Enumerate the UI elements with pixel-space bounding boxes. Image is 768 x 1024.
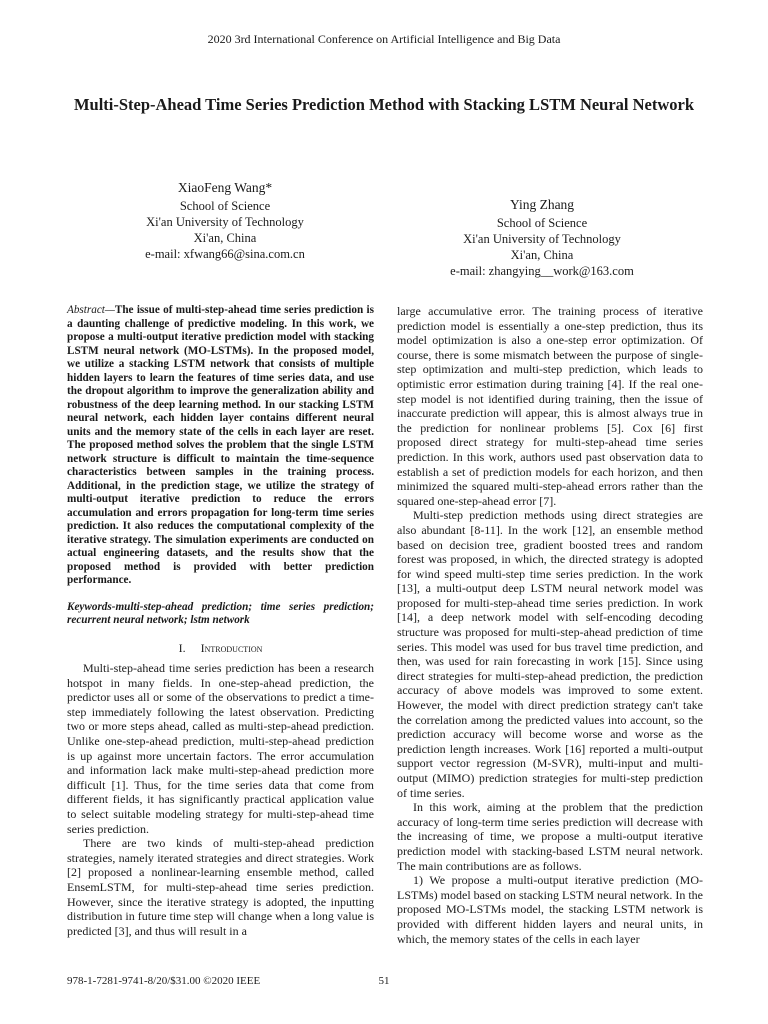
paragraph: Multi-step prediction methods using direct strategies are also abundant [8-11]. In the work [12], an ensemble method based on decision tree, gradient boosted trees and random forest was proposed, in which, the directed strategy is adopted for wind speed multi-step time series prediction. In the work [13], a multi-output deep LSTM neural network model was proposed for multi-step-ahead time series prediction. In work [14], a deep network model with self-encoding decoding structure was proposed for multi-step-ahead prediction of time series. This model was used for bus travel time prediction, and then, was used for rain forecasting in work [15]. Since using direct strategies for multi-step-ahead prediction, the prediction accuracy of above models was improved to some extent. However, the model with direct prediction strategy can't take the correlation among the predicted values into account, so the prediction accuracy will become worse and worse as the prediction length increases. Work [16] reported a multi-output support vector regression (M-SVR), multi-input and multi-output (MIMO) prediction strategies for multi-step prediction of time series. — [397, 508, 703, 800]
left-column — [67, 304, 374, 938]
author-university: Xi'an University of Technology — [463, 232, 621, 246]
paragraph: In this work, aiming at the problem that the prediction accuracy of long-term time series prediction will decrease with the increasing of time, we propose a multi-output iterative prediction model with stacking-based LSTM neural network. The main contributions are as follows. — [397, 800, 703, 873]
author-name: XiaoFeng Wang* — [177, 180, 273, 195]
author-block-1 — [95, 180, 355, 262]
page-number: 51 — [378, 975, 390, 987]
author-email: e-mail: zhangying__work@163.com — [450, 264, 634, 278]
abstract-text: The issue of multi-step-ahead time series prediction is a daunting challenge of predictive modeling. In this work, we propose a multi-output iterative prediction model with stacking LSTM neural network (MO-LSTMs). In the proposed model, we utilize a stacking LSTM network that consists of multiple hidden layers to learn the features of time series data, and use the dropout algorithm to improve the generalization ability and robustness of the deep learning method. In our stacking LSTM neural network, each hidden layer contains different neural units and the memory state of the cells in each layer are reset. The proposed method solves the problem that the single LSTM network structure is difficult to maintain the time-sequence characteristics between samples in the training process. Additional, in the prediction stage, we utilize the strategy of multi-output iterative prediction to reduce the errors accumulation and errors propagation for long-term time series prediction. It also reduces the computational complexity of the iterative strategy. The simulation experiments are conducted on actual engineering datasets, and the results show that the proposed method is provided with better prediction performance. — [67, 304, 374, 586]
conference-header: 2020 3rd International Conference on Artificial Intelligence and Big Data — [207, 32, 561, 46]
section-number: I. — [178, 640, 186, 655]
abstract — [67, 304, 374, 588]
section-heading — [67, 641, 374, 656]
author-university: Xi'an University of Technology — [146, 215, 304, 229]
author-location: Xi'an, China — [193, 231, 257, 245]
abstract-lead: Abstract— — [67, 304, 115, 316]
paper-title: Multi-Step-Ahead Time Series Prediction Method with Stacking LSTM Neural Network — [73, 95, 695, 114]
author-dept: School of Science — [179, 199, 271, 213]
author-email: e-mail: xfwang66@sina.com.cn — [145, 247, 305, 261]
author-block-2 — [412, 197, 672, 279]
right-column — [397, 304, 703, 946]
paragraph: Multi-step-ahead time series prediction has been a research hotspot in many fields. In one-step-ahead prediction, the predictor uses all or some of the observations to predict a time-step immediately following the latest observation. Predicting two or more steps ahead, called as multi-step-ahead prediction. Unlike one-step-ahead prediction, multi-step-ahead prediction is up against more uncertain factors. The error accumulation and information lack make multi-step-ahead prediction more difficult [1]. Thus, for the time series data that come from different fields, it has significantly practical application value to select suitable modeling strategy for multi-step-ahead time series prediction. — [67, 661, 374, 836]
paragraph: There are two kinds of multi-step-ahead prediction strategies, namely iterated strategies and direct strategies. Work [2] proposed a nonlinear-learning ensemble method, called EnsemLSTM, for multi-step-ahead time series prediction. However, since the iterative strategy is adopted, the inputting distribution in future time step will change when a long value is predicted [3], and thus will result in a — [67, 836, 374, 938]
paragraph: large accumulative error. The training process of iterative prediction model is essentially a one-step prediction, thus its model optimization is also a one-step error optimization. Of course, there is some mismatch between the purpose of single-step optimization and multi-step prediction, which leads to optimistic error estimation during training [4]. If the real one-step model is not identified during training, then the issue of inaccurate prediction will appear, this is almost always true in the prediction for nonlinear problems [5]. Cox [6] first proposed direct strategy for multi-step-ahead time series prediction. In this work, authors used past observation data to establish a set of prediction models for each horizon, and then minimized the squared multi-step-ahead errors rather than the squared one-step-ahead error [7]. — [397, 304, 703, 508]
keywords: Keywords-multi-step-ahead prediction; time series prediction; recurrent neural network; lstm network — [67, 600, 374, 626]
author-dept: School of Science — [496, 216, 588, 230]
footer-isbn: 978-1-7281-9741-8/20/$31.00 ©2020 IEEE — [67, 975, 261, 987]
author-name: Ying Zhang — [509, 197, 575, 212]
author-location: Xi'an, China — [510, 248, 574, 262]
paragraph: 1) We propose a multi-output iterative prediction (MO-LSTMs) model based on stacking LSTM neural network. In the proposed MO-LSTMs model, the stacking LSTM network is provided with different hidden layers and neural units, in which, the memory states of the cells in each layer — [397, 873, 703, 946]
section-title: Introduction — [200, 640, 263, 655]
